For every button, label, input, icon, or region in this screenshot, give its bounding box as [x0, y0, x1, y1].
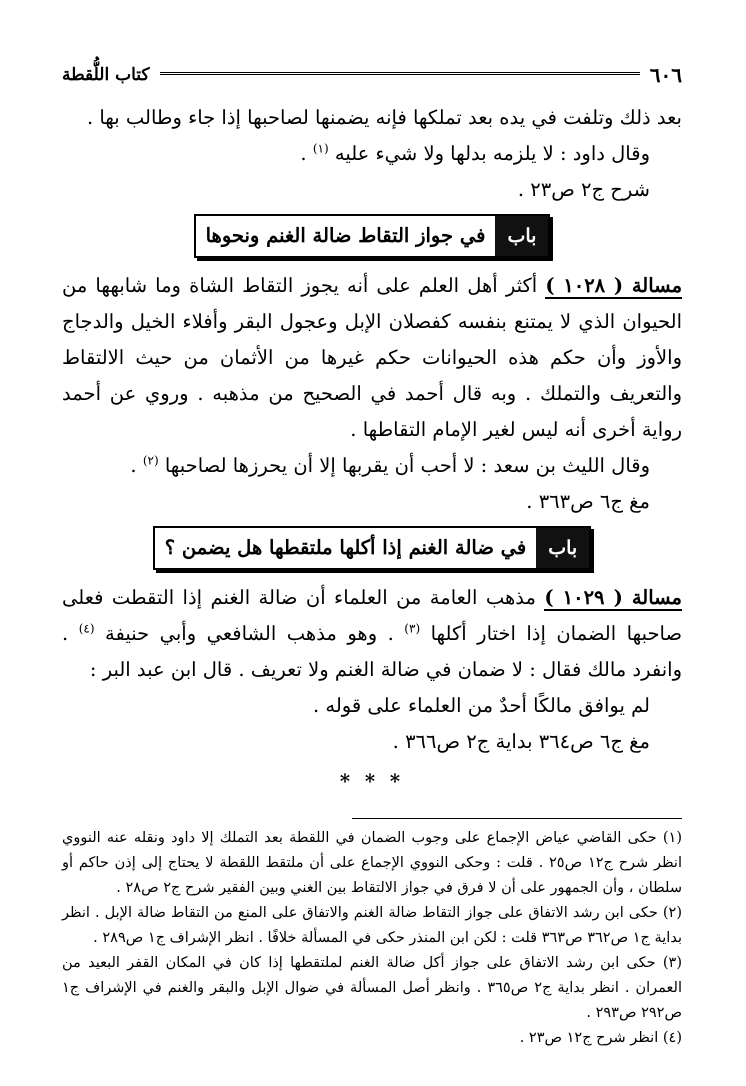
section2-title: في ضالة الغنم إذا أكلها ملتقطها هل يضمن ؟: [164, 536, 527, 559]
footnote-ref-3[interactable]: (٣): [404, 621, 421, 636]
ibn-abd-al-barr-quote: لم يوافق مالكًا أحدٌ من العلماء على قوله .: [313, 694, 650, 717]
main-text: [62, 100, 682, 800]
dawud-quote: وقال داود : لا يلزمه بدلها ولا شيء عليه $^{(١)}$ .: [300, 141, 650, 165]
footnote-2: (٢) حكى ابن رشد الاتفاق على جواز التقاط ضالة الغنم والاتفاق على المنع من التقاط ضالة الإبل . انظر بداية ج١ ص٣٦٢ ص٣٦٣ قلت : لكن ابن المنذر حكى في المسألة خلافًا . انظر الإشراف ج١ ص٢٨٩ .: [62, 905, 682, 946]
masala-1028: مسالة ( ١٠٢٨ ) أكثر أهل العلم على أنه يجوز التقاط الشاة وما شابهها من الحيوان الذي لا يمتنع بنفسه كفصلان الإبل وعجول البقر وأفلاء الخيل والدجاج والأوز وأن حكم هذه الحيوانات حكم غيرها من الأثمان من حيث الالتقاط والتعريف والتملك . وبه قال أحمد في الصحيح من مذهبه . وروي عن أحمد رواية أخرى أنه ليس لغير الإمام التقاطها .: [62, 274, 683, 441]
footnote-ref-4[interactable]: (٤): [78, 621, 95, 636]
section2-reference: مغ ج٦ ص٣٦٤ بداية ج٢ ص٣٦٦ .: [392, 730, 650, 753]
section1-title: في جواز التقاط ضالة الغنم ونحوها: [205, 224, 486, 247]
footnotes: [62, 826, 682, 1051]
section2-heading-wrap: [62, 526, 682, 570]
intro-line: بعد ذلك وتلفت في يده بعد تملكها فإنه يضمنها لصاحبها إذا جاء وطالب بها .: [86, 106, 682, 129]
intro-reference: شرح ج٢ ص٢٣ .: [517, 178, 650, 201]
section1-heading-wrap: [62, 214, 682, 258]
book-title: كتاب اللُّقطة: [62, 65, 150, 85]
section2-heading: [153, 526, 591, 570]
masala-label-1029: مسالة ( ١٠٢٩ ): [544, 586, 682, 609]
section1-heading: [194, 214, 551, 258]
layth-quote: وقال الليث بن سعد : لا أحب أن يقربها إلا أن يحرزها لصاحبها $^{(٢)}$ .: [130, 453, 650, 477]
section-separator: * * *: [339, 770, 405, 793]
page-header: [62, 58, 682, 92]
section1-reference: مغ ج٦ ص٣٦٣ .: [526, 490, 650, 513]
footnote-ref-1[interactable]: (١): [312, 141, 329, 156]
masala-1029: مسالة ( ١٠٢٩ ) مذهب العامة من العلماء أن ضالة الغنم إذا التقطت فعلى صاحبها الضمان إذا اختار أكلها $^{(٣)}$ . وهو مذهب الشافعي وأبي حنيفة $^{(٤)}$ . وانفرد مالك فقال : لا ضمان في ضالة الغنم ولا تعريف . قال ابن عبد البر :: [62, 586, 683, 681]
footnote-rule: [352, 818, 682, 819]
section1-bab-label: باب: [495, 216, 548, 256]
footnote-4: (٤) انظر شرح ج١٢ ص٢٣ .: [519, 1030, 682, 1046]
footnote-ref-2[interactable]: (٢): [142, 453, 159, 468]
masala-label-1028: مسالة ( ١٠٢٨ ): [545, 274, 683, 297]
footnote-1: (١) حكى القاضي عياض الإجماع على وجوب الضمان في اللقطة بعد التملك إلا داود ونقله عنه النووي انظر شرح ج١٢ ص٢٥ . قلت : وحكى النووي الإجماع على أن ملتقط اللقطة لا يحتاج إلى إذن حاكم أو سلطان ، وأن الجمهور على أن لا فرق في جواز الالتقاط بين الغني وبين الفقير شرح ج٢ ص٢٨ .: [62, 830, 682, 896]
footnote-3: (٣) حكى ابن رشد الاتفاق على جواز أكل ضالة الغنم لملتقطها إذا كان في المكان القفر البعيد من العمران . انظر بداية ج٢ ص٣٦٥ . وانظر أصل المسألة في ضوال الإبل والبقر والغنم في الإشراف ج١ ص٢٩٢ ص٢٩٣ .: [62, 955, 682, 1021]
page-number: ٦٠٦: [649, 63, 682, 87]
section2-bab-label: باب: [536, 528, 589, 568]
header-rule: [160, 72, 640, 78]
